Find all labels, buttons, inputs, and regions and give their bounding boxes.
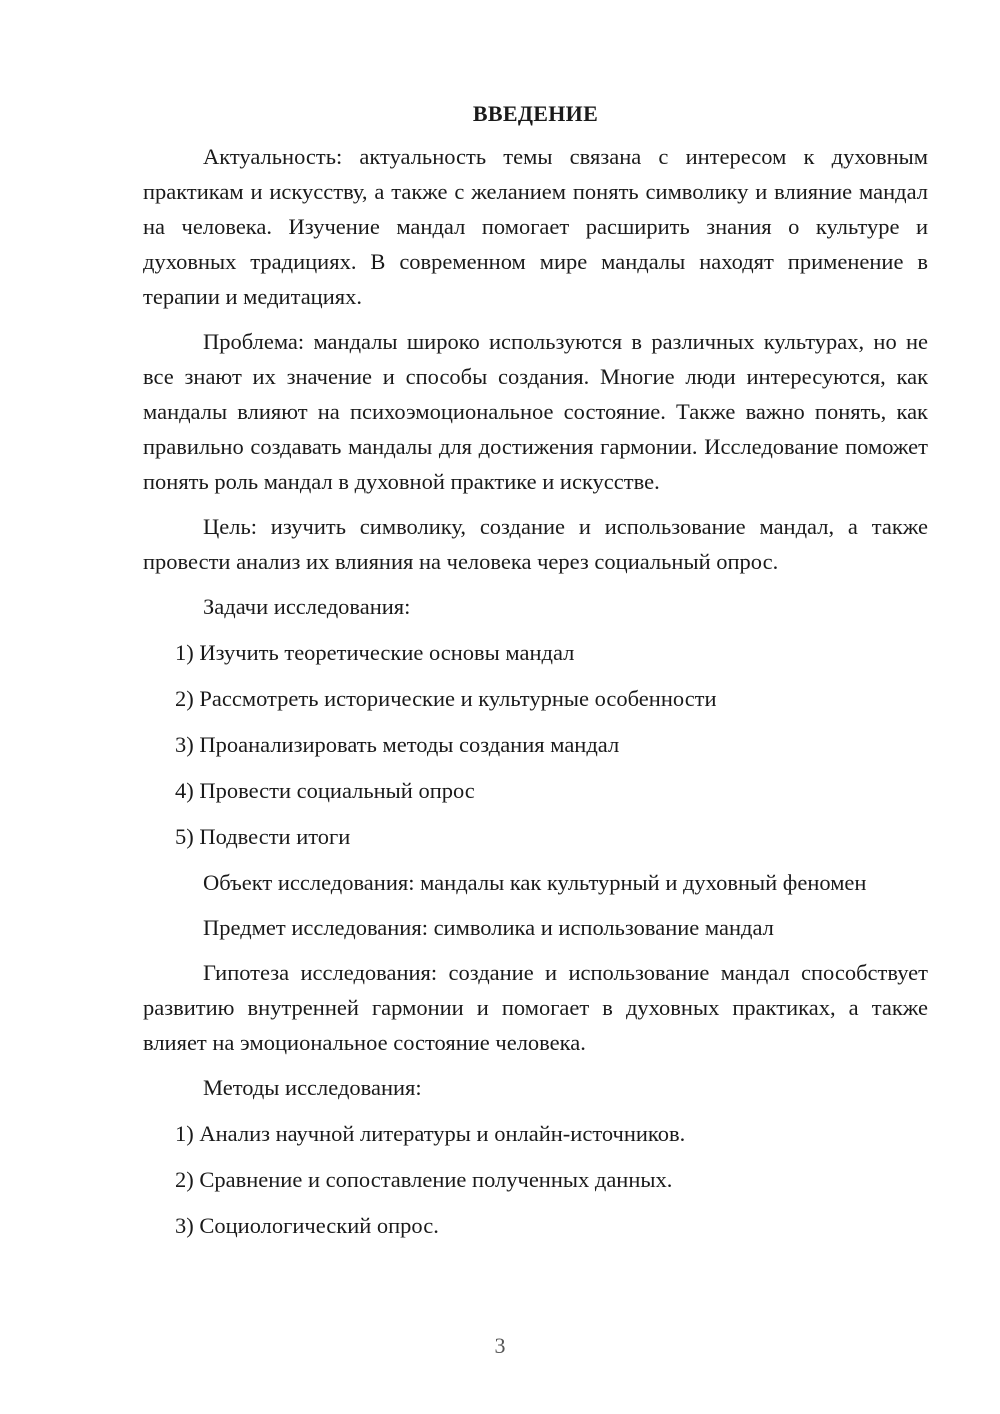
list-item: 1) Изучить теоретические основы мандал [175,640,575,665]
page-title: ВВЕДЕНИЕ [472,101,599,126]
methods-heading: Методы исследования: [203,1075,422,1100]
list-item: 5) Подвести итоги [175,824,351,849]
tasks-heading: Задачи исследования: [203,594,411,619]
list-item: 1) Анализ научной литературы и онлайн-источников. [175,1121,686,1146]
object-paragraph: Объект исследования: мандалы как культурный и духовный феномен [203,870,867,895]
list-item: 3) Социологический опрос. [175,1213,439,1238]
problem-paragraph: Проблема: мандалы широко используются в различных культурах, но не все знают их значение и способы создания. Многие люди интересуются, как мандалы влияют на психоэмоциональное состояние. Также важно понять, как правильно создавать мандалы для достижения гармонии. Исследование поможет понять роль мандал в духовной практике и искусстве. [143,329,928,494]
tasks-list [143,635,928,854]
methods-list [143,1116,928,1243]
list-item: 2) Сравнение и сопоставление полученных данных. [175,1167,673,1192]
goal-paragraph: Цель: изучить символику, создание и использование мандал, а также провести анализ их влияния на человека через социальный опрос. [143,514,928,574]
relevance-paragraph: Актуальность: актуальность темы связана с интересом к духовным практикам и искусству, а также с желанием понять символику и влияние мандал на человека. Изучение мандал помогает расширить знания о культуре и духовных традициях. В современном мире мандалы находят применение в терапии и медитациях. [143,144,928,309]
subject-paragraph: Предмет исследования: символика и использование мандал [203,915,774,940]
list-item: 4) Провести социальный опрос [175,778,475,803]
page-number: 3 [494,1333,506,1358]
list-item: 2) Рассмотреть исторические и культурные особенности [175,686,717,711]
hypothesis-paragraph: Гипотеза исследования: создание и использование мандал способствует развитию внутренней гармонии и помогает в духовных практиках, а также влияет на эмоциональное состояние человека. [143,960,928,1055]
document-page [143,96,928,1254]
list-item: 3) Проанализировать методы создания мандал [175,732,620,757]
